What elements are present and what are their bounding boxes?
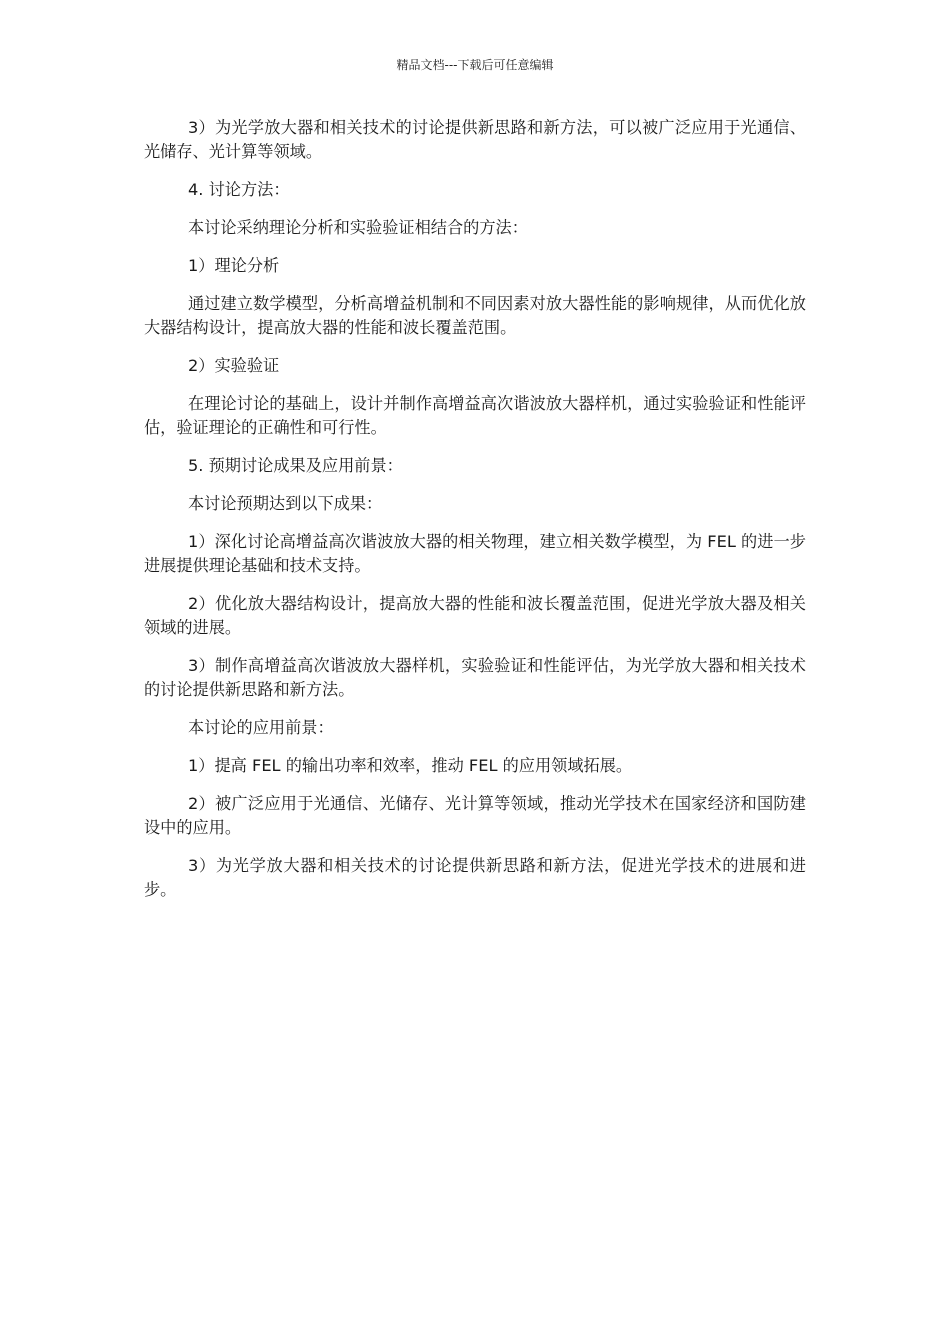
list-item-outcome-3: 3）制作高增益高次谐波放大器样机，实验验证和性能评估，为光学放大器和相关技术的讨论提供新思路和新方法。 <box>144 656 806 699</box>
section-heading-outcomes: 5. 预期讨论成果及应用前景： <box>188 456 403 475</box>
list-item-outcome-1: 1）深化讨论高增益高次谐波放大器的相关物理，建立相关数学模型，为 FEL 的进一步进展提供理论基础和技术支持。 <box>144 532 806 575</box>
paragraph-experiment: 在理论讨论的基础上，设计并制作高增益高次谐波放大器样机，通过实验验证和性能评估，验证理论的正确性和可行性。 <box>144 394 806 437</box>
paragraph-applications-intro: 本讨论的应用前景： <box>188 718 334 737</box>
list-item-outcome-2: 2）优化放大器结构设计，提高放大器的性能和波长覆盖范围，促进光学放大器及相关领域的进展。 <box>144 594 806 637</box>
list-item-application-3: 3）为光学放大器和相关技术的讨论提供新思路和新方法，促进光学技术的进展和进步。 <box>144 856 806 899</box>
document-body <box>144 116 806 916</box>
section-heading-methods: 4. 讨论方法： <box>188 180 290 199</box>
subheading-experiment: 2）实验验证 <box>188 356 280 375</box>
page-header: 精品文档---下载后可任意编辑 <box>396 58 554 72</box>
paragraph-outcomes-intro: 本讨论预期达到以下成果： <box>188 494 383 513</box>
paragraph-3-new-ideas: 3）为光学放大器和相关技术的讨论提供新思路和新方法，可以被广泛应用于光通信、光储存、光计算等领域。 <box>144 118 806 161</box>
paragraph-theory: 通过建立数学模型，分析高增益机制和不同因素对放大器性能的影响规律，从而优化放大器结构设计，提高放大器的性能和波长覆盖范围。 <box>144 294 806 337</box>
list-item-application-1: 1）提高 FEL 的输出功率和效率，推动 FEL 的应用领域拓展。 <box>188 756 633 775</box>
paragraph-methods-intro: 本讨论采纳理论分析和实验验证相结合的方法： <box>188 218 528 237</box>
subheading-theory: 1）理论分析 <box>188 256 280 275</box>
list-item-application-2: 2）被广泛应用于光通信、光储存、光计算等领域，推动光学技术在国家经济和国防建设中的应用。 <box>144 794 806 837</box>
